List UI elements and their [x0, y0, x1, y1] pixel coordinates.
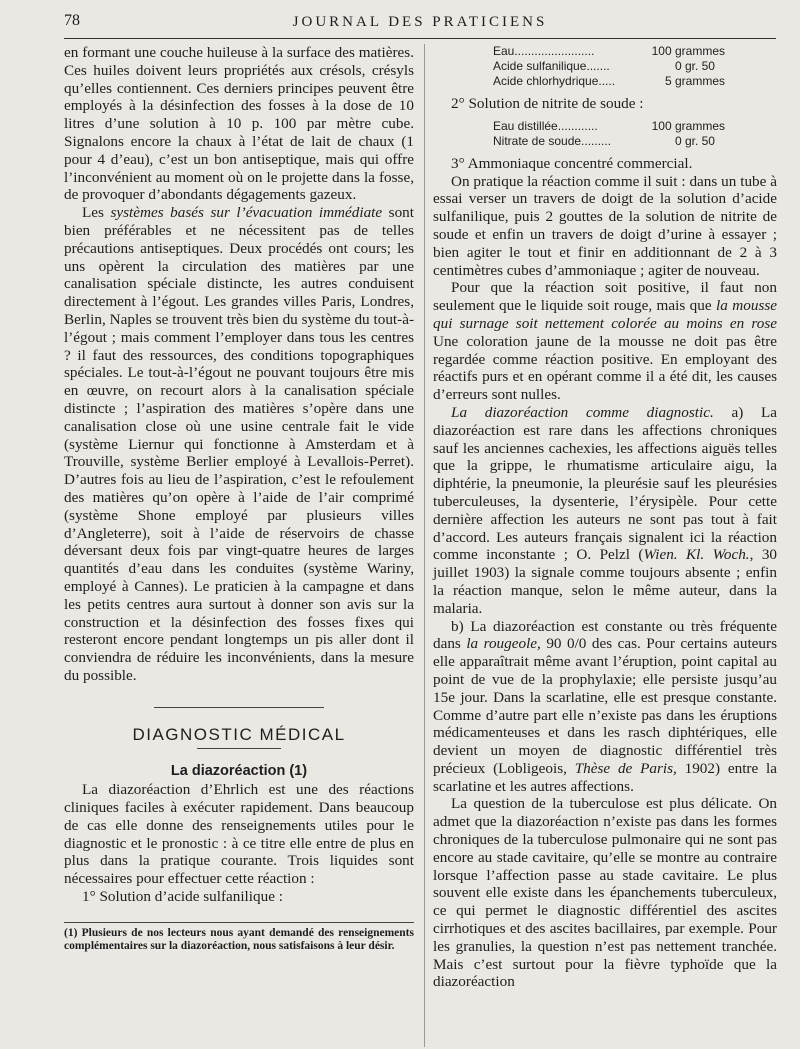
solution-2-heading: 2° Solution de nitrite de soude :	[451, 95, 644, 112]
right-column	[433, 44, 777, 991]
recipe-2	[433, 119, 777, 149]
column-divider	[424, 44, 425, 1047]
paragraph-diagnostic: La diazoréaction comme diagnostic. a) La diazoréaction est rare dans les affections chroniques sauf les anciennes cachexies, les affections aiguës telles que la grippe, le rhumatisme articulaire aigu, la diphtérie, la pneumonie, la pleurésie sauf les pleurésies tuberculeuses, la dysenterie, l’érysipèle. Pour cette dernière affection les auteurs ne sont pas tout à fait d’accord. Les auteurs français signalent ici la réaction comme inconstante ; O. Pelzl (Wien. Kl. Woch., 30 juillet 1903) la signale comme toujours absente ; enfin la réaction manque, selon le même auteur, dans la malaria.	[433, 403, 778, 617]
italic-subheading: La diazoréaction comme diagnostic.	[451, 403, 714, 421]
separator-rule	[154, 707, 324, 708]
paragraph-tuberculose: La question de la tuberculose est plus délicate. On admet que la diazoréaction n’existe pas dans les formes chroniques de la tuberculose pulmonaire qui ne sont pas encore au stade cavitaire, qu’elle se montre au contraire lorsque l’affection passe au stade cavitaire. Le plus souvent elle existe dans les épanchements tuberculeux, ce qui permet le diagnostic différentiel des ascites cirrhotiques et des ascites bacillaires, par exemple. Pour les granulies, la question n’est pas nettement tranchée. Mais c’est surtout pour la fièvre typhoïde que la diazoréaction	[433, 795, 777, 991]
solution-3-heading: 3° Ammoniaque concentré commercial.	[451, 154, 693, 172]
recipe-row: Acide chlorhydrique..... 5 grammes	[493, 74, 725, 88]
paragraph-intro: La diazoréaction d’Ehrlich est une des réactions cliniques faciles à exécuter rapidement. Dans beaucoup de cas elle donne des renseignements utiles pour le diagnostic et le pronostic : à ce titre elle entre de plus en plus dans la pratique courante. Trois liquides sont nécessaires pour effectuer cette réaction :	[64, 781, 414, 888]
article-title: La diazoréaction (1)	[170, 763, 308, 780]
italic-phrase: la rougeole,	[466, 635, 541, 653]
recipe-row: Nitrate de soude......... 0 gr. 50	[493, 133, 725, 148]
paragraph-rougeole: b) La diazoréaction est constante ou très fréquente dans la rougeole, 90 0/0 des cas. Pour certains auteurs elle apparaîtrait même avant l’éruption, point capital au point de vue de la prophylaxie; elle persiste jusqu’au 15e jour. Dans la scarlatine, elle est presque constante. Comme d’autre part elle n’existe pas dans les éruptions médicamenteuses et dans les rasch diphtériques, elle devient un moyen de diagnostic différentiel très précieux (Lobligeois, Thèse de Paris, 1902) entre la scarlatine et les autres affections.	[433, 617, 777, 795]
journal-title: JOURNAL DES PRATICIENS	[292, 14, 548, 30]
paragraph-positive: Pour que la réaction soit positive, il faut non seulement que le liquide soit rouge, mais que la mousse qui surnage soit nettement colorée au moins en rose Une coloration jaune de la mousse ne doit pas être regardée comme réaction positive. En employant des réactifs purs et en opérant comme il a été dit, les causes d’erreurs sont nulles.	[433, 279, 778, 404]
italic-citation: Thèse de Paris,	[574, 759, 677, 777]
section-title: DIAGNOSTIC MÉDICAL	[132, 724, 346, 744]
paragraph-procedure: On pratique la réaction comme il suit : dans un tube à essai verser un travers de doigt de la solution d’acide sulfanilique, puis 2 gouttes de la solution de nitrite de soude et enfin un travers de doigt d’urine à essayer ; bien agiter le tout et finir en additionnant de 2 à 3 centimètres cubes d’ammoniaque ; agiter de nouveau.	[433, 172, 777, 279]
footnote-rule	[64, 922, 414, 923]
recipe-row: Eau distillée............ 100 grammes	[493, 118, 725, 133]
italic-citation: Wien. Kl. Woch.	[643, 546, 750, 564]
paragraph-fosses: en formant une couche huileuse à la surface des matières. Ces huiles doivent leurs propriétés aux crésols, crésyls qu’elles contiennent. Ces derniers principes peuvent être employés à la désinfection des fosses à la dose de 10 litres d’une solution à 10 p. 100 par mètre cube. Signalons encore la chaux à l’état de lait de chaux (1 pour 4 d’eau), c’est un bon antiseptique, mais qui offre l’inconvénient au moment où on le projette dans la fosse, de provoquer d’abondants dégagements gazeux.	[64, 44, 414, 204]
left-column	[64, 44, 414, 953]
page-number: 78	[64, 12, 80, 29]
recipe-row: Acide sulfanilique....... 0 gr. 50	[493, 59, 725, 73]
solution-1-heading: 1° Solution d’acide sulfanilique :	[82, 888, 283, 906]
recipe-1	[433, 44, 777, 89]
italic-phrase: systèmes basés sur l’évacuation immédiate	[110, 204, 383, 222]
section-underline	[197, 748, 281, 749]
running-header	[64, 10, 776, 39]
italic-phrase: la mousse qui surnage soit nettement colorée au moins en rose	[433, 297, 778, 332]
recipe-row: Eau........................ 100 grammes	[493, 44, 725, 58]
footnote: (1) Plusieurs de nos lecteurs nous ayant demandé des renseignements complémentaires sur la diazoréaction, nous satisfaisons à leur désir.	[64, 926, 414, 952]
paragraph-evacuation: Les systèmes basés sur l’évacuation immédiate sont bien préférables et ne nécessitent pas de telles précautions antiseptiques. Deux procédés ont cours; les uns opèrent la circulation des matières par une canalisation spéciale distincte, les autres conduisent directement à l’égout. Les grandes villes Paris, Londres, Berlin, Naples se trouvent très bien du système du tout-à-l’égout ; mais comment l’employer dans tous les centres ? il faut des ressources, des conditions topographiques spéciales. Le tout-à-l’égout ne pouvant toujours être mis en œuvre, on recourt alors à la canalisation spéciale distincte ; l’aspiration des matières s’opère dans une canalisation close où une usine centrale fait le vide (système Liernur qui fonctionne à Amsterdam et à Trouville, système Berlier employé à Levallois-Perret). D’autres fois au lieu de l’aspiration, c’est le refoulement des matières qu’on opère à l’aide de l’air comprimé (système Shone employé par plusieurs villes d’Angleterre), soit à l’aide de réservoirs de chasse déversant deux fois par vingt-quatre heures de larges quantités d’eau dans les conduites (système Wariny, employé à Cannes). Le praticien à la campagne et dans les petits centres aura surtout à donner son avis sur la construction et la désinfection des fosses fixes qui resteront encore pendant longtemps un pis aller dont il conviendra de réduire les inconvénients, dans la mesure du possible.	[64, 204, 414, 684]
